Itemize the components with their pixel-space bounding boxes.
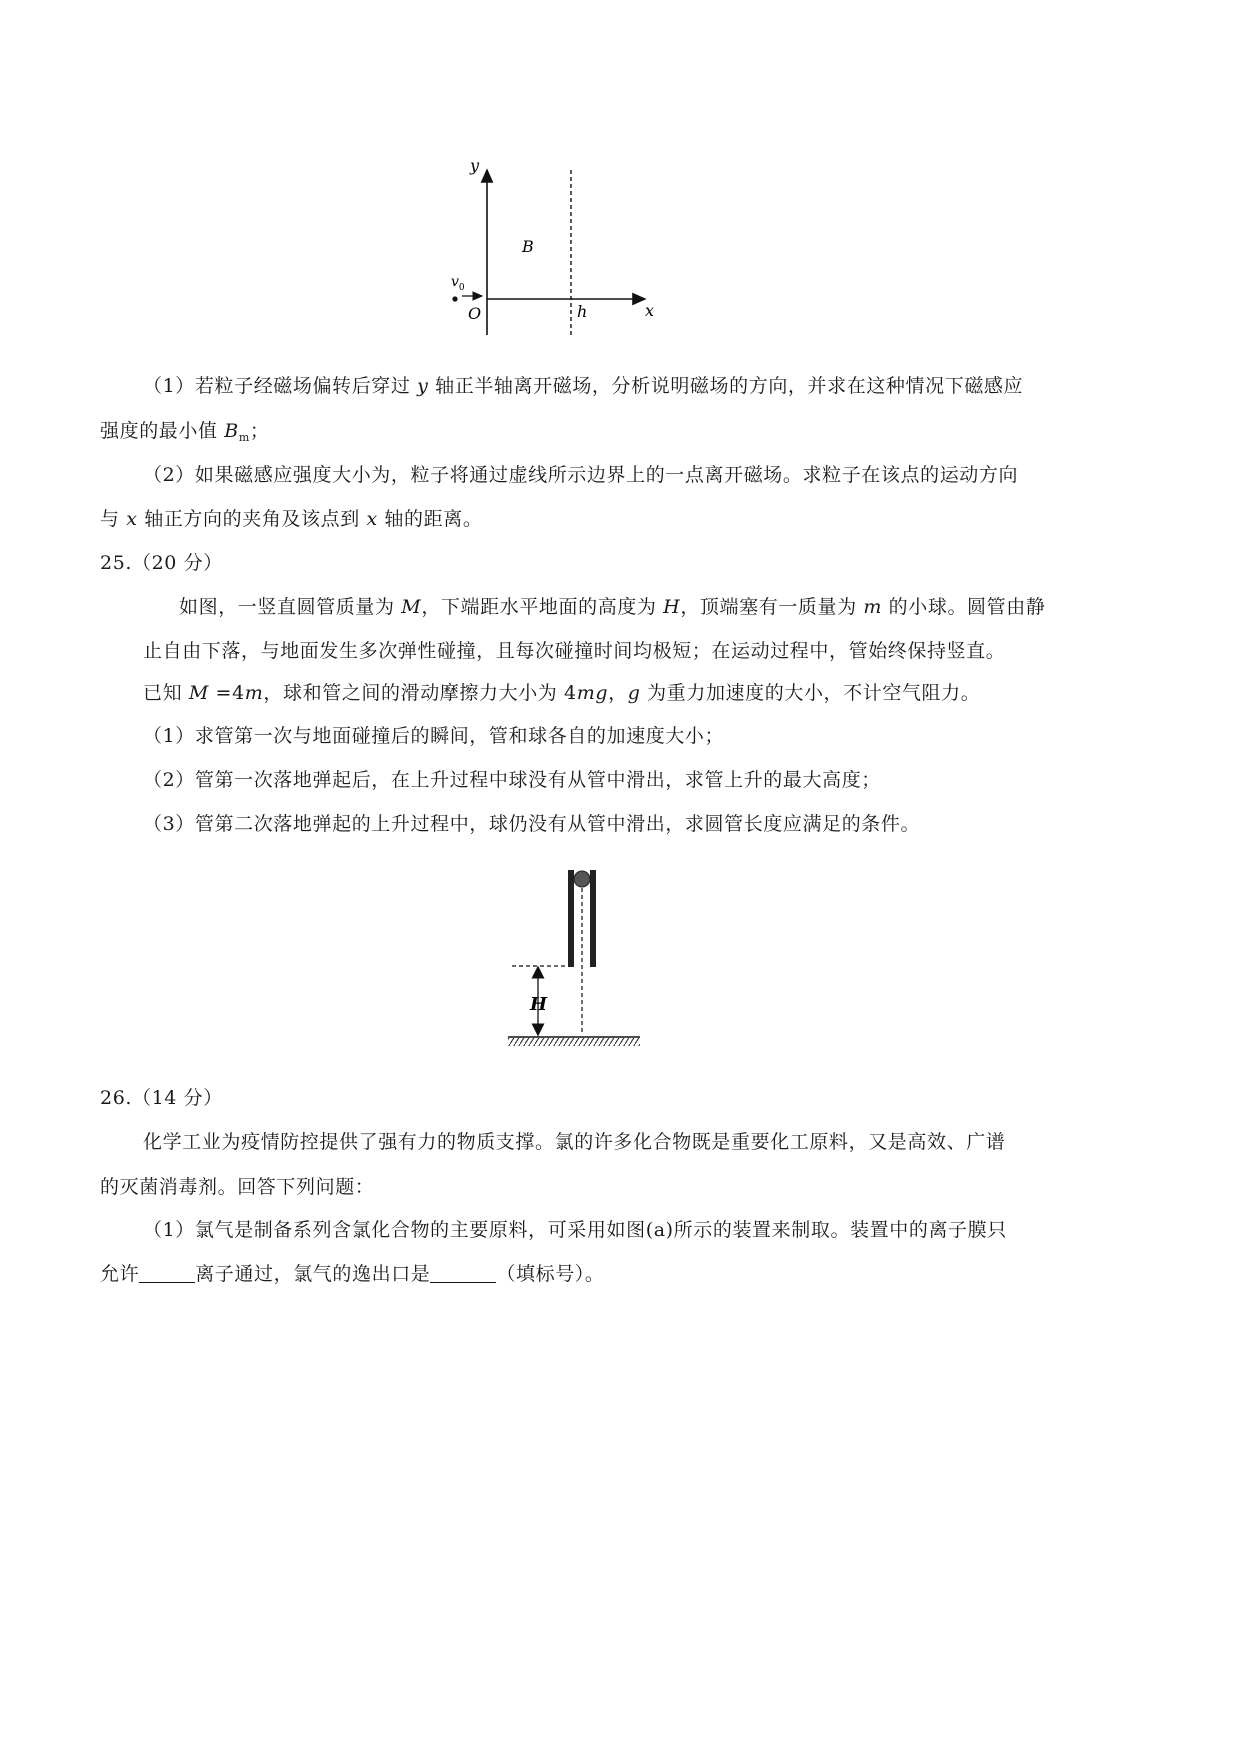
q25-part3: （3）管第二次落地弹起的上升过程中，球仍没有从管中滑出，求圆管长度应满足的条件。 <box>143 813 921 835</box>
q24-part2-line2: 与 x 轴正方向的夹角及该点到 x 轴的距离。 <box>100 508 483 530</box>
q25-intro-line3: 已知 M =4m，球和管之间的滑动摩擦力大小为 4mg，g 为重力加速度的大小，不计空气阻力。 <box>143 682 981 704</box>
b-field-label: B <box>522 237 534 256</box>
v0-label: $v_0$ <box>451 274 465 293</box>
magnetic-field-figure <box>440 150 680 350</box>
q24-part2-line1: （2）如果磁感应强度大小为，粒子将通过虚线所示边界上的一点离开磁场。求粒子在该点的运动方向 <box>143 464 1019 486</box>
ball <box>574 871 590 887</box>
q25-intro-line2: 止自由下落，与地面发生多次弹性碰撞，且每次碰撞时间均极短；在运动过程中，管始终保持竖直。 <box>143 640 1006 662</box>
q25-header: 25.（20 分） <box>100 552 223 574</box>
tube-left-wall <box>568 870 574 967</box>
origin-label: O <box>468 304 482 323</box>
q25-part1: （1）求管第一次与地面碰撞后的瞬间，管和球各自的加速度大小； <box>143 725 725 747</box>
q25-intro-line1: 如图，一竖直圆管质量为 M，下端距水平地面的高度为 H，顶端塞有一质量为 m 的小球。圆管由静 <box>179 596 1046 618</box>
answer-blank-ion[interactable] <box>139 1262 195 1283</box>
answer-blank-outlet[interactable] <box>430 1262 496 1283</box>
q26-intro-line1: 化学工业为疫情防控提供了强有力的物质支撑。氯的许多化合物既是重要化工原料，又是高效、广谱 <box>143 1131 1006 1153</box>
y-axis-label: y <box>470 156 480 175</box>
q26-header: 26.（14 分） <box>100 1087 223 1109</box>
height-label: H <box>530 994 548 1015</box>
q24-part1-line1: （1）若粒子经磁场偏转后穿过 y 轴正半轴离开磁场，分析说明磁场的方向，并求在这种情况下磁感应 <box>143 375 1024 397</box>
q25-part2: （2）管第一次落地弹起后，在上升过程中球没有从管中滑出，求管上升的最大高度； <box>143 769 881 791</box>
q26-intro-line2: 的灭菌消毒剂。回答下列问题： <box>100 1176 375 1198</box>
particle-dot <box>452 296 457 301</box>
x-axis-label: x <box>645 301 655 320</box>
q24-part1-line2: 强度的最小值 $B_m$； <box>100 420 270 444</box>
ground-hatch <box>508 1038 640 1046</box>
q26-part1-line2: 允许 离子通过，氯气的逸出口是 （填标号）。 <box>100 1263 605 1285</box>
q26-part1-line1: （1）氯气是制备系列含氯化合物的主要原料，可采用如图(a)所示的装置来制取。装置中的离子膜只 <box>143 1219 1007 1241</box>
tube-right-wall <box>590 870 596 967</box>
h-label: h <box>577 302 588 321</box>
falling-tube-figure <box>500 860 650 1055</box>
